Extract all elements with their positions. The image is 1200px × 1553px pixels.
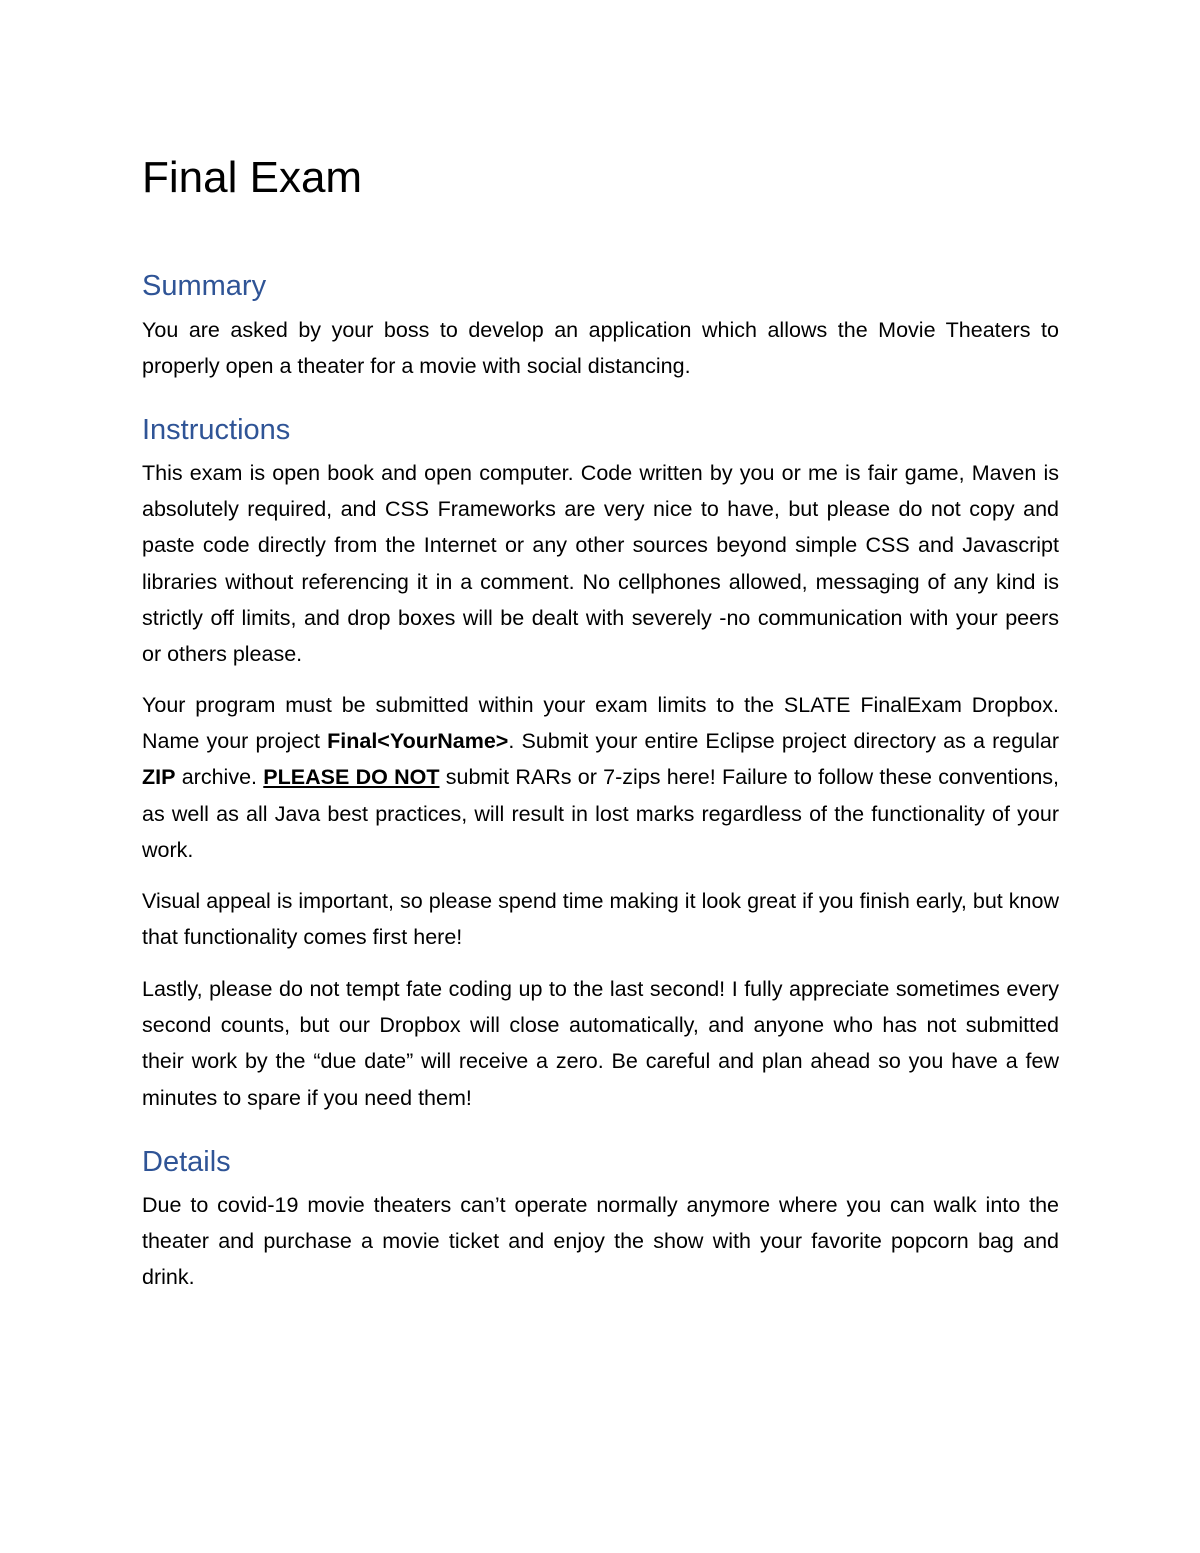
please-do-not-warning: PLEASE DO NOT <box>263 765 440 790</box>
submission-text-2: . Submit your entire Eclipse project directory as a regular <box>508 729 1059 754</box>
zip-label: ZIP <box>142 765 176 790</box>
details-heading: Details <box>142 1146 231 1178</box>
instructions-paragraph-1: This exam is open book and open computer. Code written by you or me is fair game, Maven is absolutely required, and CSS Frameworks are very nice to have, but please do not copy and paste code directly from the Internet or any other sources beyond simple CSS and Javascript libraries without referencing it in a comment. No cellphones allowed, messaging of any kind is strictly off limits, and drop boxes will be dealt with severely -no communication with your peers or others please. <box>142 461 1059 667</box>
instructions-heading: Instructions <box>142 414 291 446</box>
summary-paragraph: You are asked by your boss to develop an application which allows the Movie Theaters to properly open a theater for a movie with social distancing. <box>142 318 1059 379</box>
submission-text-4: submit RARs or 7-zips here! Failure to follow these conventions, as well as all Java best practices, will result in lost marks regardless of the functionality of your work. <box>142 765 1059 862</box>
details-paragraph: Due to covid-19 movie theaters can’t operate normally anymore where you can walk into the theater and purchase a movie ticket and enjoy the show with your favorite popcorn bag and drink. <box>142 1193 1059 1290</box>
submission-text-3: archive. <box>175 765 264 790</box>
instructions-paragraph-4: Lastly, please do not tempt fate coding up to the last second! I fully appreciate sometimes every second counts, but our Dropbox will close automatically, and anyone who has not submitted their work by the “due date” will receive a zero. Be careful and plan ahead so you have a few minutes to spare if you need them! <box>142 977 1059 1110</box>
project-name: Final<YourName> <box>327 729 509 754</box>
instructions-paragraph-3: Visual appeal is important, so please spend time making it look great if you finish early, but know that functionality comes first here! <box>142 889 1059 950</box>
document-title: Final Exam <box>142 153 363 202</box>
summary-heading: Summary <box>142 270 267 302</box>
instructions-paragraph-2 <box>142 687 1059 868</box>
submission-text-1: Your program must be submitted within your exam limits to the SLATE FinalExam Dropbox. Name your project <box>142 693 1059 754</box>
